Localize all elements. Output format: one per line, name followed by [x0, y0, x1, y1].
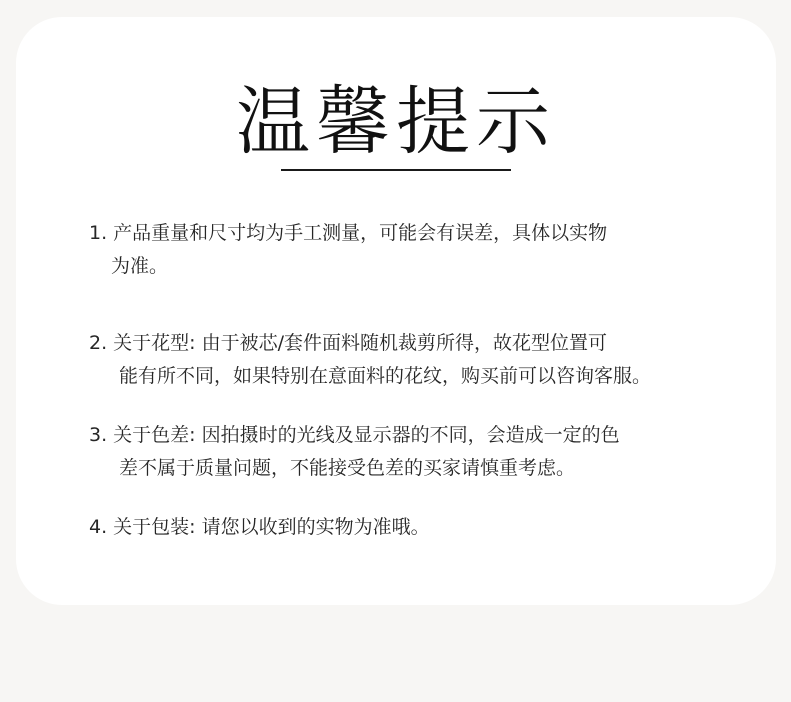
page-title: 温馨提示	[236, 79, 556, 165]
notice-item-line: 3. 关于色差: 因拍摄时的光线及显示器的不同，会造成一定的色	[89, 424, 620, 446]
notice-item-dimensions	[89, 217, 607, 283]
notice-item-packaging	[89, 511, 430, 544]
notice-item-line: 1. 产品重量和尺寸均为手工测量，可能会有误差，具体以实物	[89, 222, 608, 244]
notice-item-color	[89, 419, 620, 485]
notice-item-line: 4. 关于包装: 请您以收到的实物为准哦。	[89, 516, 430, 538]
notice-item-pattern	[89, 327, 651, 393]
notice-item-line: 2. 关于花型: 由于被芯/套件面料随机裁剪所得，故花型位置可	[89, 332, 608, 354]
notice-item-line: 能有所不同，如果特别在意面料的花纹，购买前可以咨询客服。	[119, 365, 652, 387]
notice-item-line: 差不属于质量问题，不能接受色差的买家请慎重考虑。	[119, 457, 576, 479]
title-divider	[281, 169, 511, 171]
notice-card	[16, 17, 776, 605]
notice-item-line: 为准。	[111, 255, 169, 277]
